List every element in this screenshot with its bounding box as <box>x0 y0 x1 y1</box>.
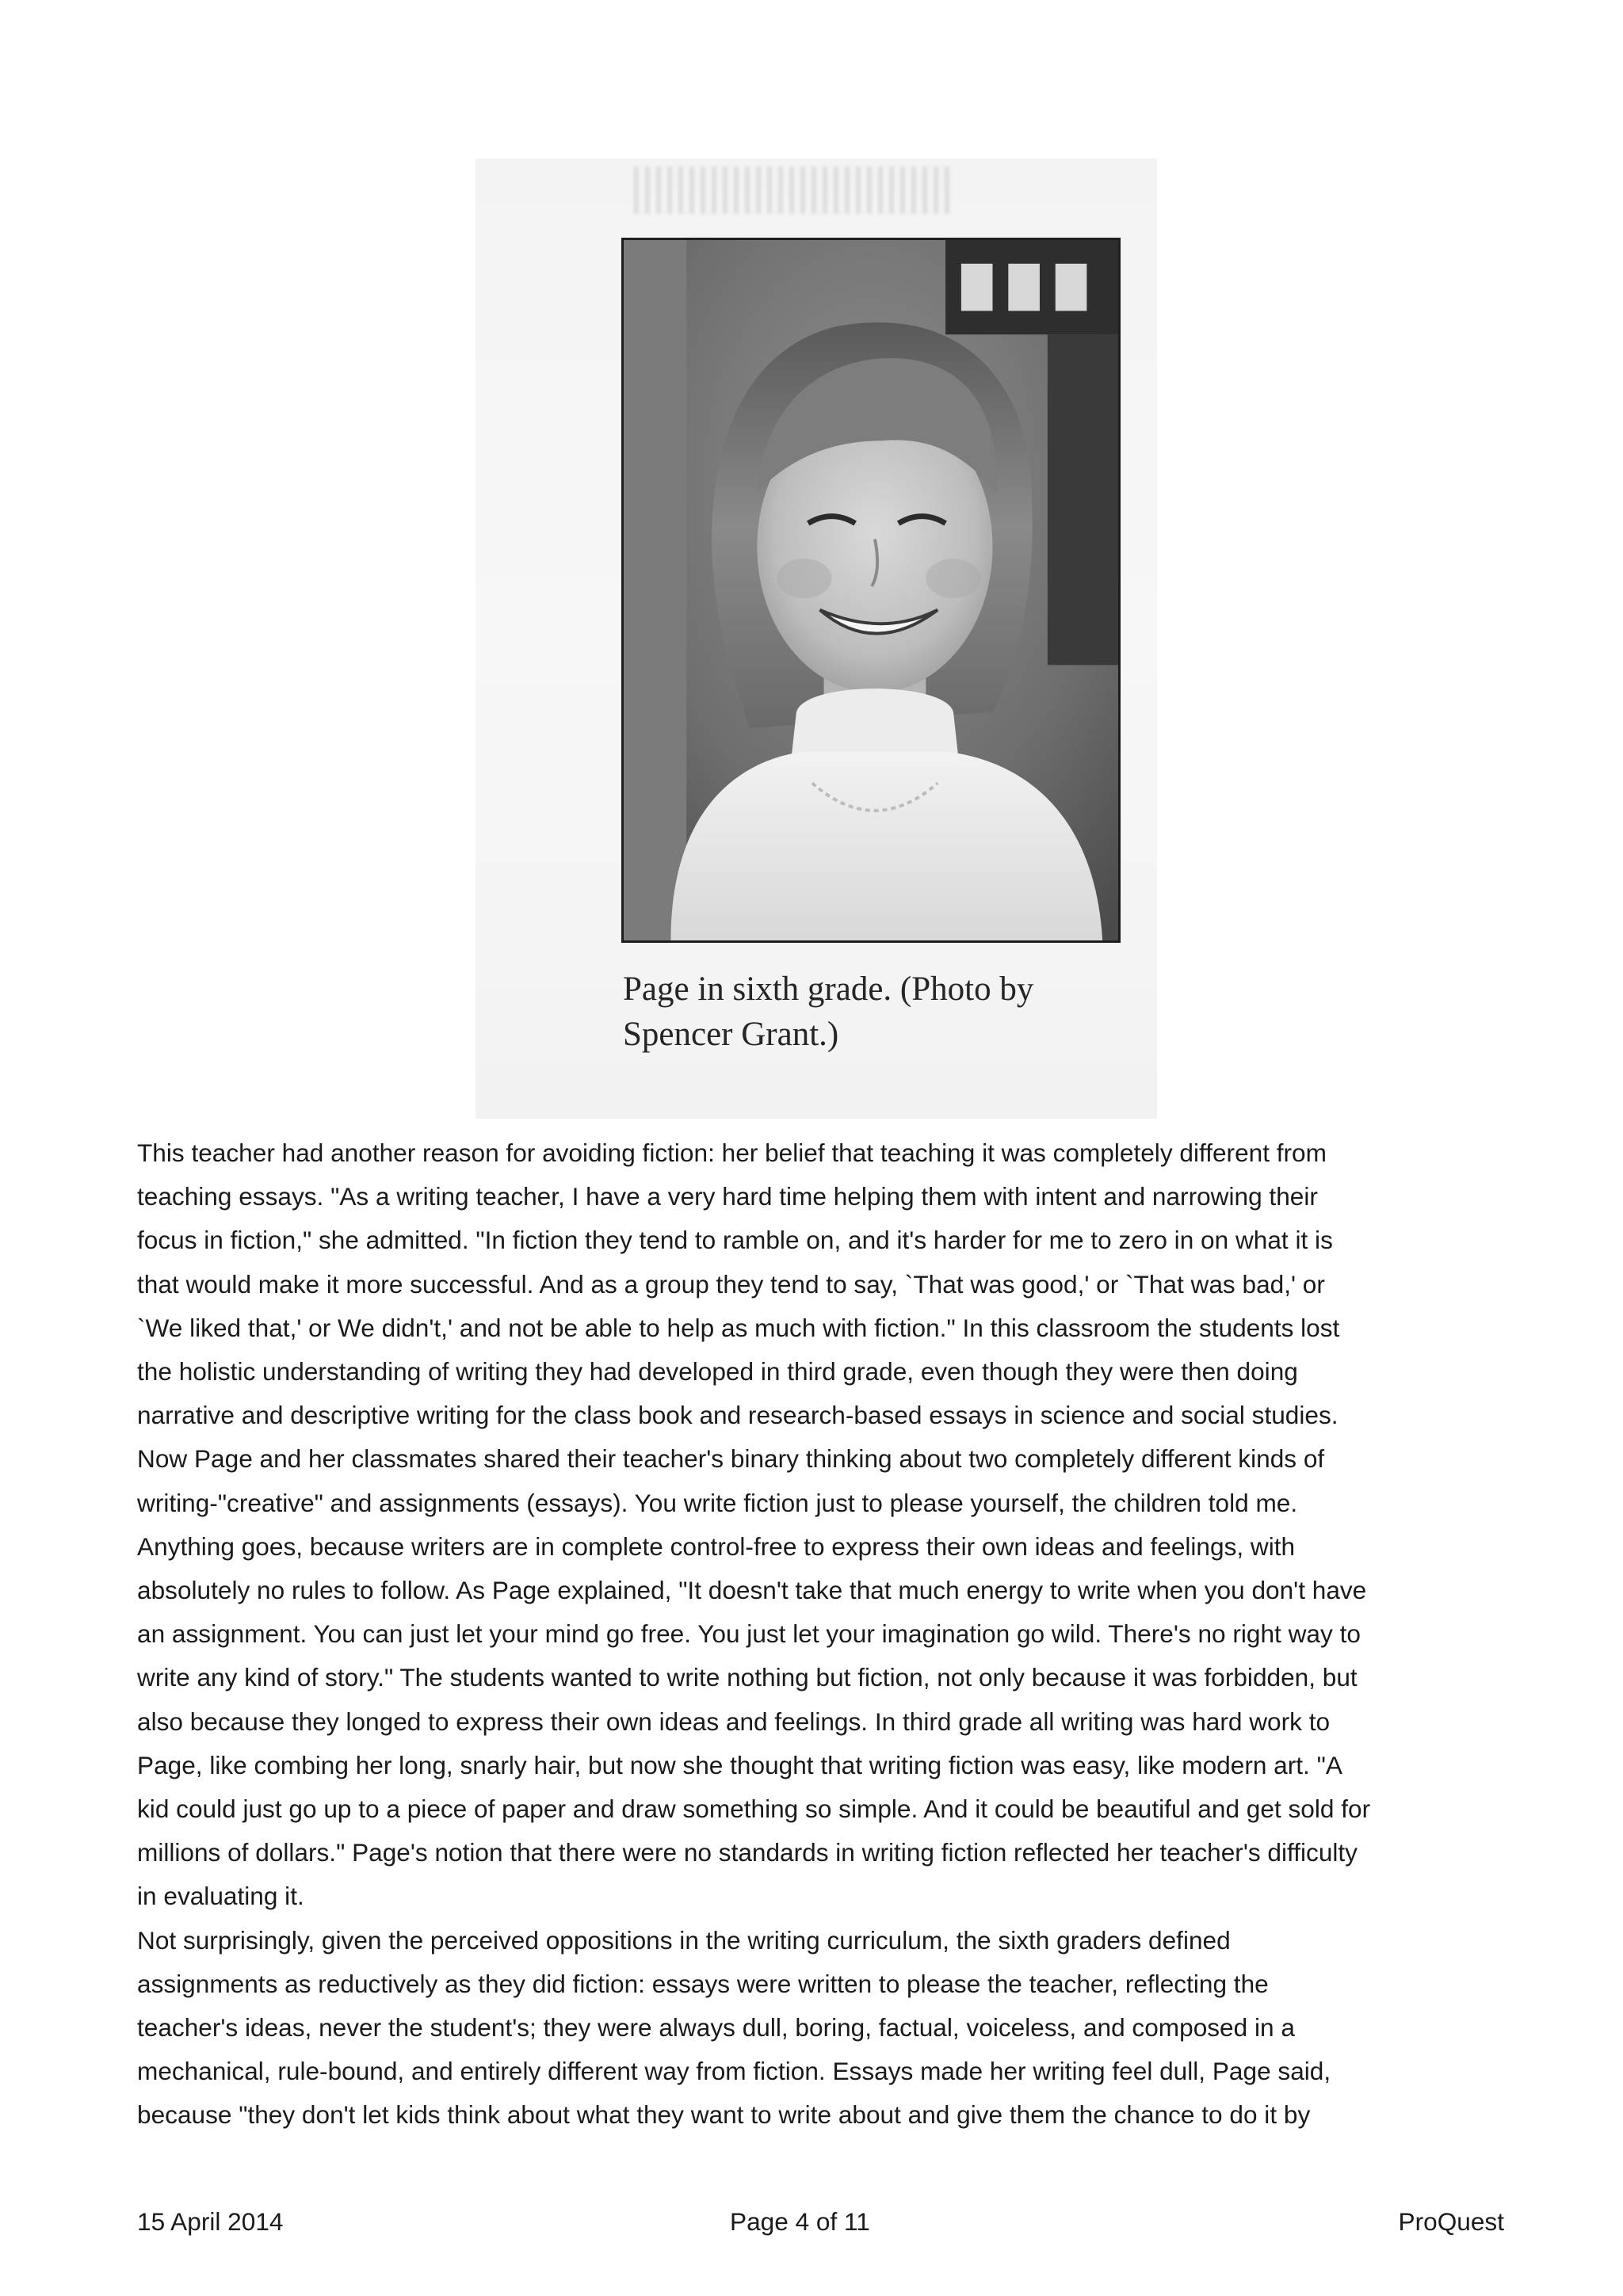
article-line: Anything goes, because writers are in complete control-free to express their own ideas and feelings, with <box>137 1531 1296 1561</box>
article-line: an assignment. You can just let your mind go free. You just let your imagination go wild. There's no right way to <box>137 1619 1361 1649</box>
caption-line: Spencer Grant.) <box>623 1016 839 1053</box>
article-line: absolutely no rules to follow. As Page explained, "It doesn't take that much energy to write when you don't have <box>137 1576 1367 1605</box>
article-line: write any kind of story." The students wanted to write nothing but fiction, not only because it was forbidden, but <box>137 1663 1358 1692</box>
figure-photo <box>621 238 1121 943</box>
article-line: assignments as reductively as they did fiction: essays were written to please the teacher, reflecting the <box>137 1969 1269 1998</box>
article-line: that would make it more successful. And as a group they tend to say, `That was good,' or `That was bad,' or <box>137 1269 1325 1299</box>
article-line: mechanical, rule-bound, and entirely different way from fiction. Essays made her writing feel dull, Page said, <box>137 2057 1331 2086</box>
article-line: also because they longed to express their own ideas and feelings. In third grade all writing was hard work to <box>137 1707 1331 1736</box>
article-line: in evaluating it. <box>137 1882 304 1911</box>
article-line: focus in fiction," she admitted. "In fiction they tend to ramble on, and it's harder for me to zero in on what it is <box>137 1226 1333 1255</box>
article-line: writing-"creative" and assignments (essays). You write fiction just to please yourself, the children told me. <box>137 1488 1298 1517</box>
caption-line: Page in sixth grade. (Photo by <box>623 971 1034 1008</box>
footer-date: 15 April 2014 <box>137 2207 284 2236</box>
article-line: because "they don't let kids think about what they want to write about and give them the chance to do it by <box>137 2100 1311 2130</box>
article-line: Not surprisingly, given the perceived oppositions in the writing curriculum, the sixth graders defined <box>137 1925 1231 1955</box>
figure-caption <box>623 967 1130 1057</box>
article-line: millions of dollars." Page's notion that there were no standards in writing fiction reflected her teacher's difficulty <box>137 1838 1358 1867</box>
article-line: kid could just go up to a piece of paper and draw something so simple. And it could be beautiful and get sold for <box>137 1794 1371 1824</box>
article-line: Page, like combing her long, snarly hair, but now she thought that writing fiction was easy, like modern art. "A <box>137 1750 1342 1779</box>
scan-bleed-through <box>634 166 951 214</box>
article-line: teaching essays. "As a writing teacher, I have a very hard time helping them with intent and narrowing their <box>137 1182 1318 1211</box>
girl-portrait-image <box>624 240 1118 940</box>
article-body <box>137 1131 1492 2138</box>
footer-source: ProQuest <box>1398 2207 1504 2236</box>
article-line: This teacher had another reason for avoiding fiction: her belief that teaching it was completely different from <box>137 1138 1327 1167</box>
article-line: Now Page and her classmates shared their teacher's binary thinking about two completely different kinds of <box>137 1444 1325 1474</box>
article-line: narrative and descriptive writing for the class book and research-based essays in science and social studies. <box>137 1401 1338 1430</box>
footer-page-number: Page 4 of 11 <box>730 2207 870 2236</box>
scanned-figure <box>475 158 1157 1119</box>
article-line: the holistic understanding of writing they had developed in third grade, even though they were then doing <box>137 1357 1298 1386</box>
article-line: `We liked that,' or We didn't,' and not be able to help as much with fiction." In this classroom the students lost <box>137 1313 1340 1342</box>
article-line: teacher's ideas, never the student's; they were always dull, boring, factual, voiceless, and composed in a <box>137 2013 1295 2042</box>
